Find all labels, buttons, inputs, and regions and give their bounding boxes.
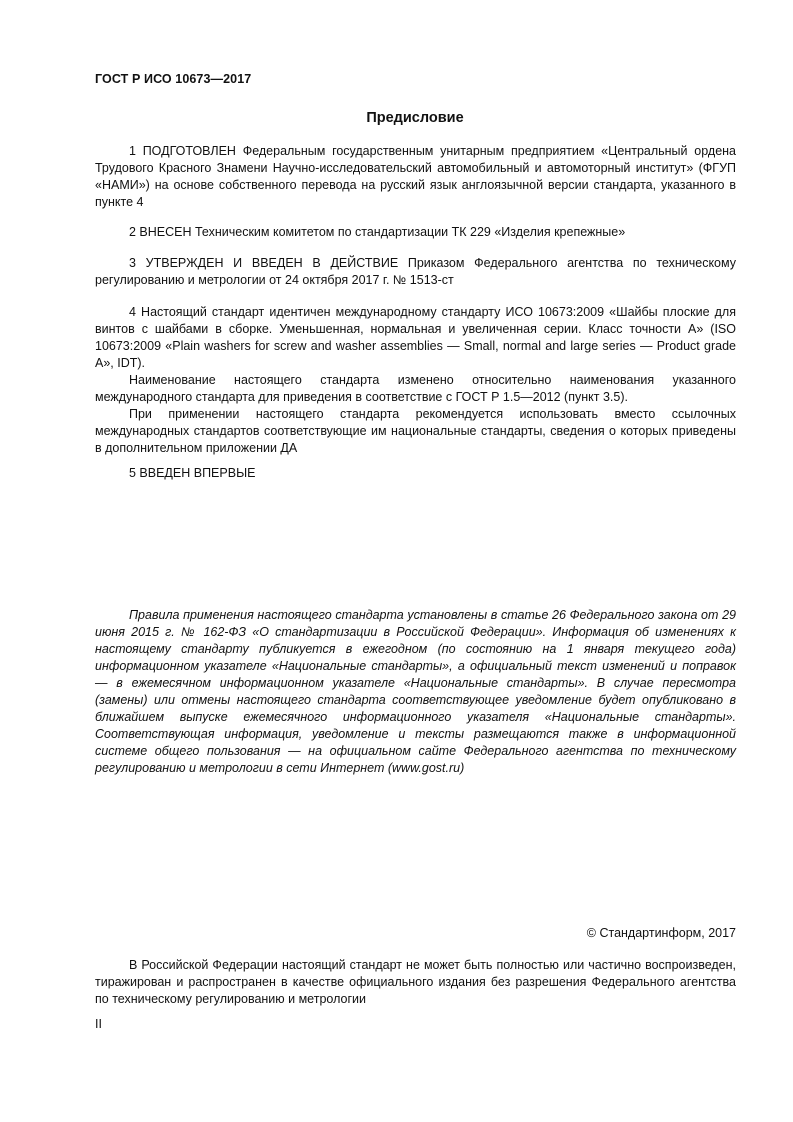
reproduction-restriction-text: В Российской Федерации настоящий стандарт не может быть полностью или частично воспроизведен, тиражирован и распространен в качестве официального издания без разрешения Федерального агентства по техническому регулированию и метрологии bbox=[95, 958, 736, 1006]
application-rules-notice-text: Правила применения настоящего стандарта установлены в статье 26 Федерального закона от 29 июня 2015 г. № 162-ФЗ «О стандартизации в Российской Федерации». Информация об изменениях к настоящему стандарту публикуется в ежегодном (по состоянию на 1 января текущего года) информационном указателе «Национальные стандарты», а официальный текст изменений и поправок — в ежемесячном информационном указателе «Национальные стандарты». В случае пересмотра (замены) или отмены настоящего стандарта соответствующее уведомление будет опубликовано в ближайшем выпуске ежемесячного информационного указателя «Национальные стандарты». Соответствующая информация, уведомление и тексты размещаются также в информационной системе общего пользования — на официальном сайте Федерального агентства по техническому регулированию и метрологии в сети Интернет (www.gost.ru) bbox=[95, 608, 736, 775]
foreword-item-4-text: 4 Настоящий стандарт идентичен международному стандарту ИСО 10673:2009 «Шайбы плоские для винтов с шайбами в сборке. Уменьшенная, нормальная и увеличенная серии. Класс точности А» (ISO 10673:2009 «Plain washers for screw and washer assemblies — Small, normal and large series — Product grade A», IDT). bbox=[95, 305, 736, 370]
foreword-item-5 bbox=[95, 465, 736, 482]
foreword-item-1 bbox=[95, 143, 736, 211]
page-title: Предисловие bbox=[366, 110, 464, 126]
application-rules-notice bbox=[95, 607, 736, 777]
foreword-item-4-note-2: При применении настоящего стандарта рекомендуется использовать вместо ссылочных международных стандартов соответствующие им национальные стандарты, сведения о которых приведены в дополнительном приложении ДА bbox=[95, 407, 736, 455]
reproduction-restriction bbox=[95, 957, 736, 1008]
foreword-item-4 bbox=[95, 304, 736, 457]
foreword-item-1-text: 1 ПОДГОТОВЛЕН Федеральным государственным унитарным предприятием «Центральный ордена Трудового Красного Знамени Научно-исследовательский автомобильный и автомоторный институт» (ФГУП «НАМИ») на основе собственного перевода на русский язык англоязычной версии стандарта, указанного в пункте 4 bbox=[95, 144, 736, 209]
foreword-item-3 bbox=[95, 255, 736, 289]
foreword-item-4-note-1: Наименование настоящего стандарта изменено относительно наименования указанного международного стандарта для приведения в соответствие с ГОСТ Р 1.5—2012 (пункт 3.5). bbox=[95, 373, 736, 404]
document-code-header: ГОСТ Р ИСО 10673—2017 bbox=[95, 72, 252, 86]
copyright-line: © Стандартинформ, 2017 bbox=[586, 926, 736, 940]
foreword-item-5-text: 5 ВВЕДЕН ВПЕРВЫЕ bbox=[129, 466, 256, 480]
foreword-item-2-text: 2 ВНЕСЕН Техническим комитетом по стандартизации ТК 229 «Изделия крепежные» bbox=[129, 225, 626, 239]
foreword-item-2 bbox=[95, 224, 736, 241]
page-number: II bbox=[95, 1017, 102, 1031]
foreword-item-3-text: 3 УТВЕРЖДЕН И ВВЕДЕН В ДЕЙСТВИЕ Приказом Федерального агентства по техническому регулированию и метрологии от 24 октября 2017 г. № 1513-ст bbox=[95, 256, 736, 287]
